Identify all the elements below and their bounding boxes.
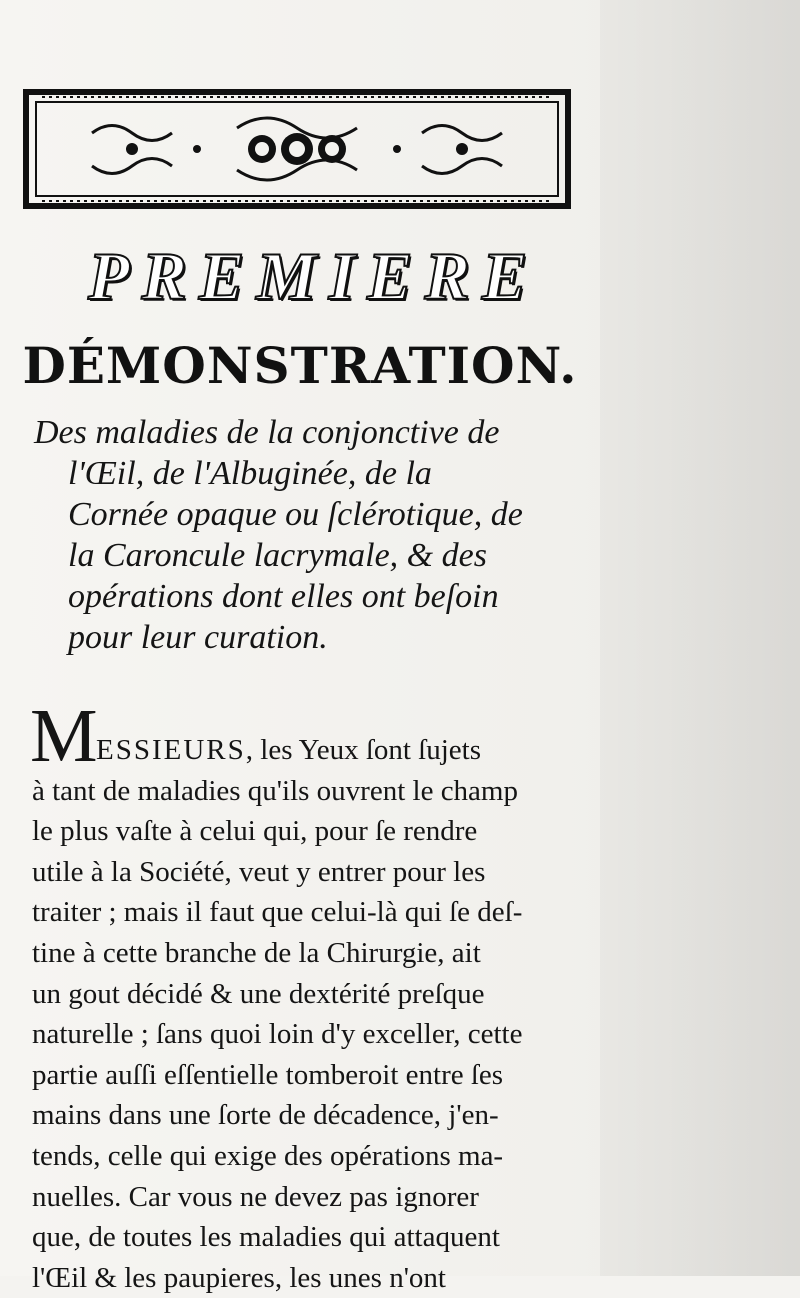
body-line: que, de toutes les maladies qui attaquent <box>32 1221 500 1254</box>
chapter-subtitle <box>34 412 590 658</box>
ornament-border-icon <box>22 88 572 210</box>
title-line-1: PREMIERE <box>88 238 540 314</box>
body-line: naturelle ; ſans quoi loin d'y exceller, cette <box>32 1018 523 1051</box>
body-line: le plus vaſte à celui qui, pour ſe rendre <box>32 815 478 848</box>
subtitle-line: Cornée opaque ou ſclérotique, de <box>68 496 523 533</box>
subtitle-line: pour leur curation. <box>68 619 328 656</box>
first-word: ESSIEURS <box>96 734 246 766</box>
subtitle-line: l'Œil, de l'Albuginée, de la <box>68 455 432 492</box>
body-line: traiter ; mais il faut que celui-là qui ſe deſ- <box>32 896 523 929</box>
drop-cap: M <box>30 694 98 778</box>
body-line: mains dans une ſorte de décadence, j'en- <box>32 1099 499 1132</box>
body-text <box>32 730 592 1298</box>
title-line-2: DÉMONSTRATION. <box>22 336 578 395</box>
subtitle-line: opérations dont elles ont beſoin <box>68 578 499 615</box>
body-line: partie auſſi eſſentielle tomberoit entre ſes <box>32 1058 504 1091</box>
first-line-rest: , les Yeux ſont ſujets <box>245 734 482 766</box>
body-line: utile à la Société, veut y entrer pour les <box>32 855 486 888</box>
body-line: tine à cette branche de la Chirurgie, ait <box>32 936 481 969</box>
page-shadow <box>600 0 800 1276</box>
body-line: un gout décidé & une dextérité preſque <box>32 977 485 1010</box>
subtitle-line: la Caroncule lacrymale, & des <box>68 537 487 574</box>
body-line-first <box>32 730 592 771</box>
decorative-headpiece <box>22 88 572 210</box>
body-line: nuelles. Car vous ne devez pas ignorer <box>32 1180 479 1213</box>
body-line: l'Œil & les paupieres, les unes n'ont <box>32 1261 446 1294</box>
subtitle-line: Des maladies de la conjonctive de <box>34 414 500 451</box>
body-line: tends, celle qui exige des opérations ma- <box>32 1139 504 1172</box>
body-line: à tant de maladies qu'ils ouvrent le champ <box>32 774 518 807</box>
